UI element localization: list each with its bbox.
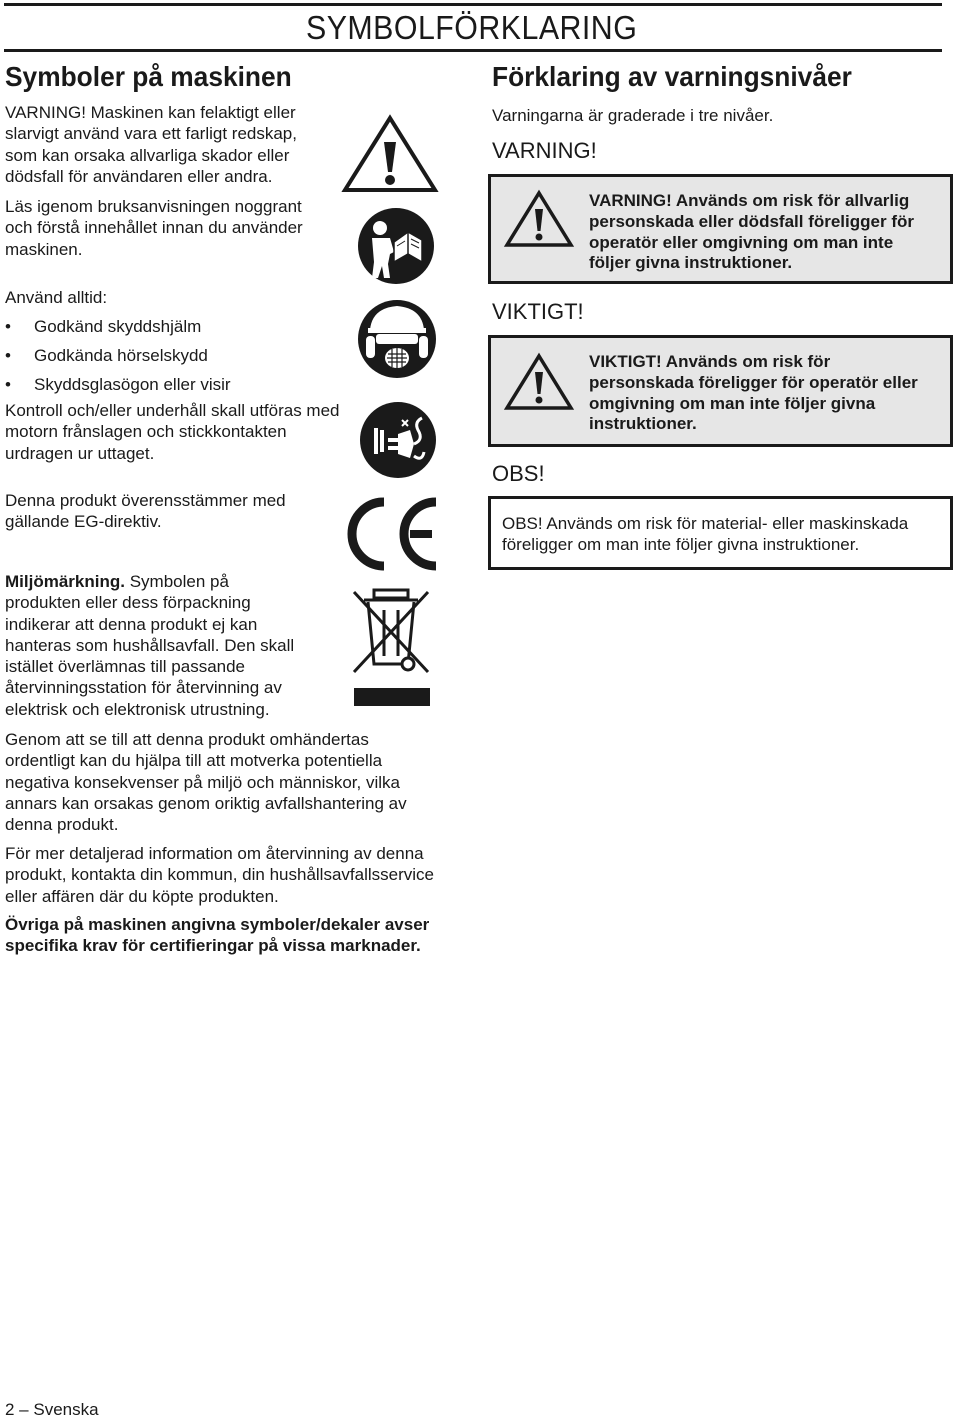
bullet-text: Godkänd skyddshjälm — [34, 317, 202, 336]
level-label-viktigt: VIKTIGT! — [492, 299, 584, 324]
levels-intro: Varningarna är graderade i tre nivåer. — [492, 106, 774, 125]
maintenance-paragraph: Kontroll och/eller underhåll skall utföras med motorn frånslagen och stickkontakten urdragen ur uttaget. — [5, 401, 340, 463]
always-use-label: Använd alltid: — [5, 288, 108, 307]
info-paragraph: För mer detaljerad information om återvinning av denna produkt, kontakta din kommun, din hushållsavfallsservice eller affären där du köpte produkten. — [5, 844, 434, 906]
obs-box — [488, 496, 953, 570]
bullet-dot: • — [5, 346, 11, 365]
bullet-dot: • — [5, 375, 11, 394]
environment-bold: Miljömärkning. — [5, 572, 125, 591]
left-heading: Symboler på maskinen — [5, 61, 292, 92]
viktigt-text: VIKTIGT! Används om risk för personskada föreligger för operatör eller omgivning om man inte följer givna instruktioner. — [589, 352, 918, 434]
page-footer: 2 – Svenska — [5, 1400, 99, 1419]
varning-box — [488, 174, 953, 284]
header-bottom-rule — [4, 49, 942, 52]
helmet-ear-protection-icon — [356, 298, 438, 380]
ce-paragraph: Denna produkt överensstämmer med gällande EG-direktiv. — [5, 491, 286, 532]
level-label-varning: VARNING! — [492, 138, 597, 163]
viktigt-box — [488, 335, 953, 447]
unplug-icon — [358, 400, 438, 480]
warning-triangle-icon — [340, 112, 440, 194]
level-label-obs: OBS! — [492, 461, 545, 486]
read-manual-icon — [356, 206, 436, 286]
environment-text: Symbolen på produkten eller dess förpackning indikerar att denna produkt ej kan hanteras som hushållsavfall. Den skall istället överlämnas till passande återvinningsstation för återvinning av elektrisk och elektronisk utrustning. — [5, 572, 295, 719]
right-heading: Förklaring av varningsnivåer — [492, 61, 852, 92]
obs-text: OBS! Används om risk för material- eller maskinskada föreligger om man inte följer givna instruktioner. — [502, 514, 909, 555]
ce-mark-icon — [340, 496, 440, 572]
other-symbols-paragraph: Övriga på maskinen angivna symboler/dekaler avser specifika krav för certifieringar på vissa marknader. — [5, 915, 430, 956]
warning-triangle-icon — [503, 189, 575, 249]
varning-text: VARNING! Används om risk för allvarlig personskada eller dödsfall föreligger för operatör eller omgivning om man inte följer givna instruktioner. — [589, 191, 914, 273]
page-title: SYMBOLFÖRKLARING — [306, 9, 638, 46]
page-header — [0, 0, 960, 56]
weee-bin-icon — [348, 584, 434, 712]
warning-paragraph: VARNING! Maskinen kan felaktigt eller slarvigt använd vara ett farligt redskap, som kan orsaka allvarliga skador eller dödsfall för användaren eller andra. — [5, 103, 297, 186]
bullet-text: Godkända hörselskydd — [34, 346, 208, 365]
header-top-rule — [4, 3, 942, 6]
read-manual-paragraph: Läs igenom bruksanvisningen noggrant och förstå innehållet innan du använder maskinen. — [5, 197, 303, 259]
bullet-dot: • — [5, 317, 11, 336]
handling-paragraph: Genom att se till att denna produkt omhändertas ordentligt kan du hjälpa till att motverka potentiella negativa konsekvenser på miljö och människor, vilka annars kan orsakas genom oriktig avfallshantering av denna produkt. — [5, 730, 407, 835]
bullet-text: Skyddsglasögon eller visir — [34, 375, 231, 394]
warning-triangle-icon — [503, 352, 575, 412]
environment-paragraph — [5, 571, 305, 720]
